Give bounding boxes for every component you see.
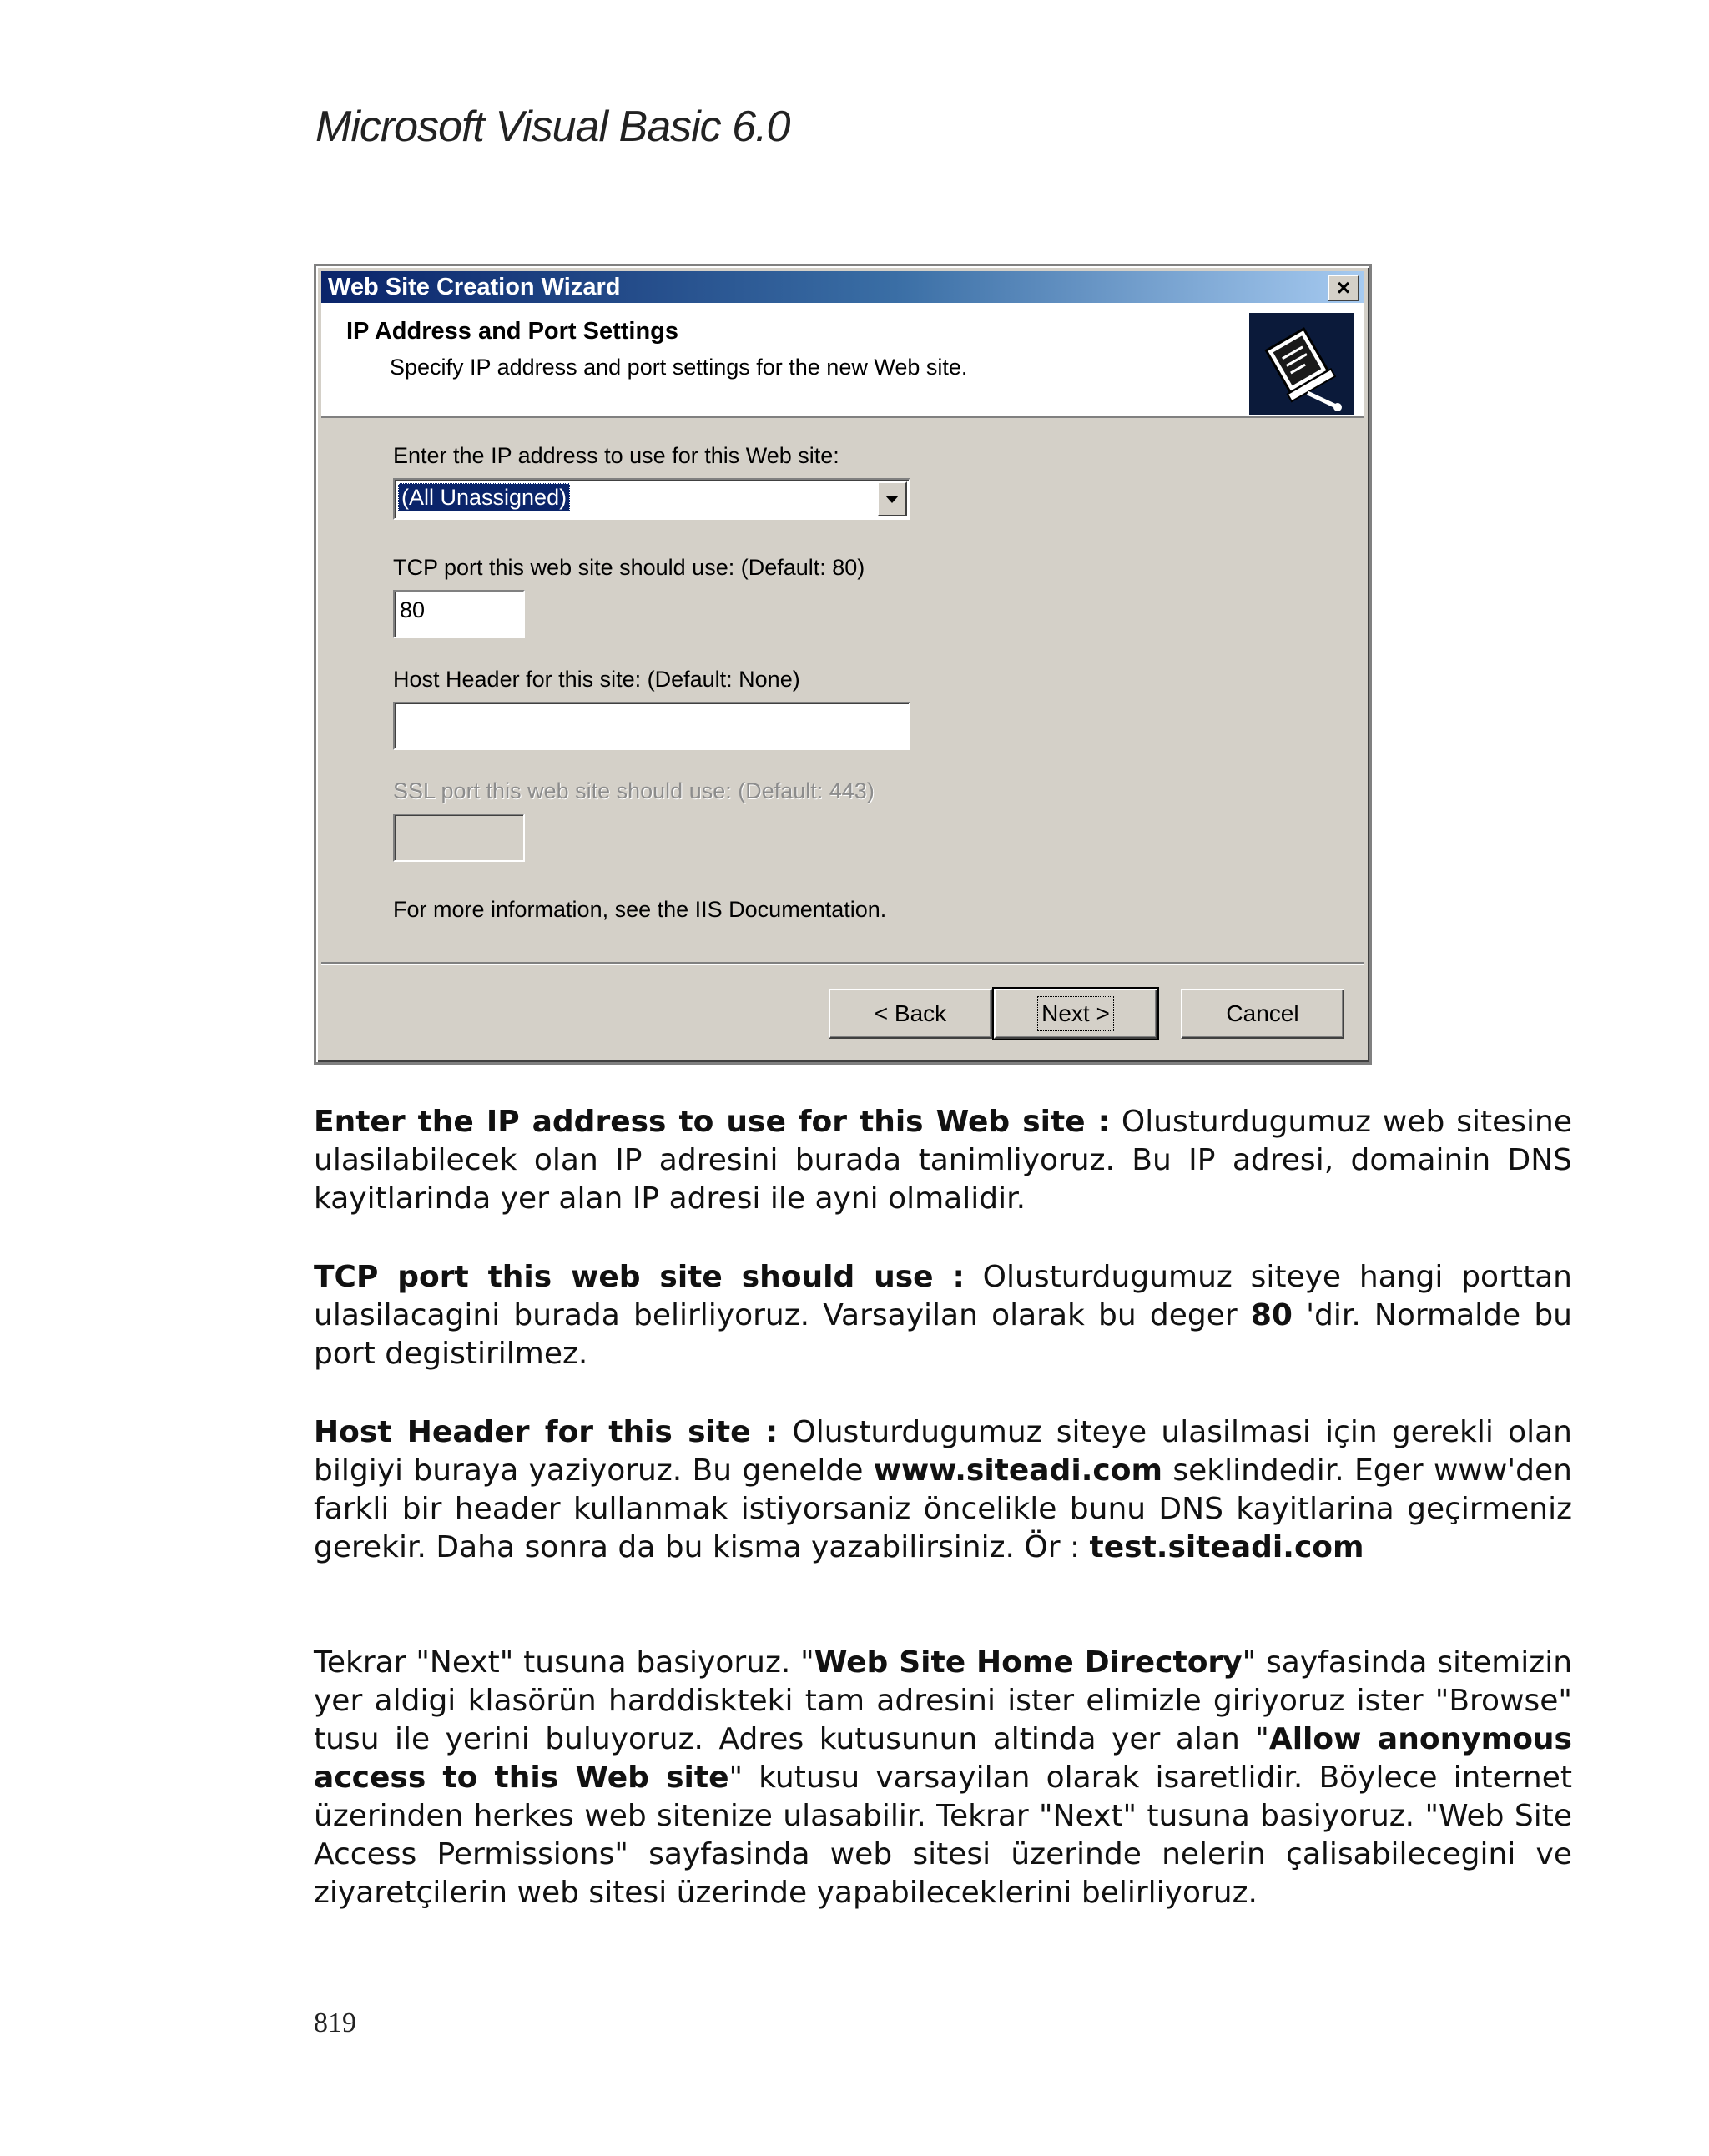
back-button[interactable] [829,989,992,1039]
dialog-titlebar[interactable] [321,271,1364,303]
dropdown-arrow-button[interactable] [877,481,907,516]
para2-default-port: 80 [1250,1298,1293,1332]
tcp-port-input[interactable] [393,590,525,638]
para3-text-b: seklindedir. Eger www'den farkli bir header kullanmak istiyorsaniz öncelikle bunu DNS kayitlarina geçirmeniz gerekir. Daha sonra da bu kisma yazabilirsiniz. Ör : [314,1453,1572,1564]
button-separator [321,962,1364,965]
page-number: 819 [314,2007,356,2038]
paragraph-next-steps [314,1644,1572,1912]
para3-example-subdomain: test.siteadi.com [1089,1530,1364,1564]
ssl-port-input [393,814,525,862]
page-header-title: Microsoft Visual Basic 6.0 [315,103,790,151]
para1-heading: Enter the IP address to use for this Web site : [314,1105,1110,1139]
para1-text: Olusturdugumuz web sitesine ulasilabilecek olan IP adresini burada tanimliyoruz. Bu IP adresi, domainin DNS kayitlarinda yer alan IP adresi ile ayni olmalidir. [314,1105,1573,1216]
para2-text-b: 'dir. Normalde bu port degistirilmez. [314,1298,1572,1371]
back-button-label: < Back [874,1000,947,1026]
section-title: IP Address and Port Settings [346,318,679,345]
ip-selected-value: (All Unassigned) [398,483,570,511]
cancel-button[interactable] [1181,989,1344,1039]
section-subtitle: Specify IP address and port settings for the new Web site. [390,355,968,380]
para4-home-directory: Web Site Home Directory [814,1645,1243,1680]
para4-text-b: " sayfasinda sitemizin yer aldigi klasörün harddiskteki tam adresini ister elimizle giriyoruz ister "Browse" tusu ile yerini buluyoruz. Adres kutusunun altinda yer alan " [314,1645,1573,1756]
ip-address-select[interactable] [393,478,910,520]
host-header-input[interactable] [393,702,910,750]
chevron-down-icon [885,496,899,503]
paragraph-tcp-port [314,1258,1572,1373]
more-info-text: For more information, see the IIS Documentation. [393,897,887,922]
para4-text-a: Tekrar "Next" tusuna basiyoruz. " [314,1645,814,1680]
para3-heading: Host Header for this site : [314,1415,779,1449]
para3-example-domain: www.siteadi.com [873,1453,1162,1488]
next-button-label: Next > [1041,1000,1110,1026]
cancel-button-label: Cancel [1226,1000,1299,1026]
wizard-header [321,303,1364,418]
close-button[interactable] [1328,275,1359,301]
para3-text-a: Olusturdugumuz siteye ulasilmasi için gerekli olan bilgiyi buraya yaziyoruz. Bu genelde [314,1415,1572,1488]
wizard-book-icon [1249,313,1354,415]
paragraph-host-header [314,1413,1572,1567]
tcp-port-value: 80 [400,597,426,622]
para2-heading: TCP port this web site should use : [314,1260,965,1294]
host-header-label: Host Header for this site: (Default: None) [393,667,800,692]
ssl-port-label: SSL port this web site should use: (Default: 443) [393,778,875,803]
wizard-dialog [314,264,1372,1065]
ip-label: Enter the IP address to use for this Web site: [393,443,839,468]
para2-text-a: Olusturdugumuz siteye hangi porttan ulasilacagini burada belirliyoruz. Varsayilan olarak bu deger [314,1260,1572,1332]
para4-anonymous-access: Allow anonymous access to this Web site [314,1722,1572,1795]
dialog-title: Web Site Creation Wizard [328,274,621,300]
paragraph-ip-address [314,1103,1572,1218]
para4-text-c: " kutusu varsayilan olarak isaretlidir. Böylece internet üzerinden herkes web sitenize ulasabilir. Tekrar "Next" tusuna basiyoruz. "Web Site Access Permissions" sayfasinda web sitesi üzerinde nelerin çalisabilecegini ve ziyaretçilerin web sitesi üzerinde yapabileceklerini belirliyoruz. [314,1761,1572,1910]
tcp-port-label: TCP port this web site should use: (Default: 80) [393,555,865,580]
next-button[interactable] [994,989,1157,1039]
close-icon: × [1336,275,1351,300]
